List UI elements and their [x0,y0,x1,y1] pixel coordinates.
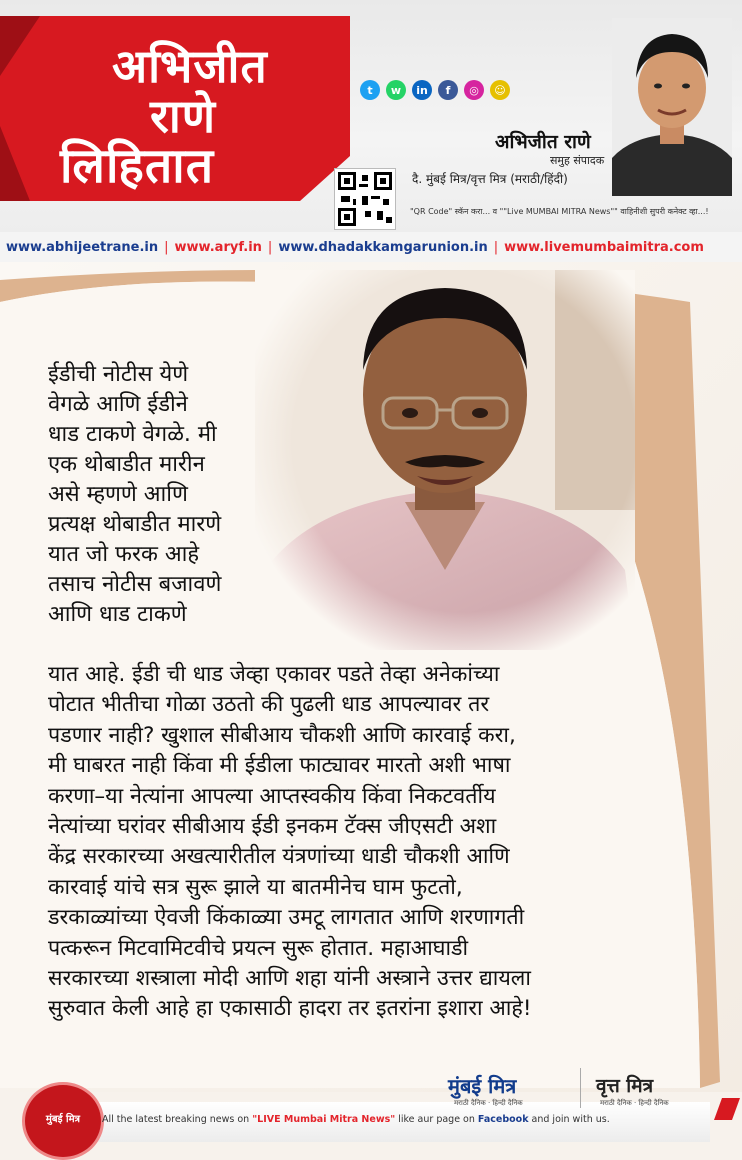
social-icons [360,80,510,100]
qr-note: "QR Code" स्कॅन करा... व ""Live MUMBAI MITRA News"" वाहिनीशी सुपरी कनेक्ट व्हा...! [410,207,709,216]
editor-publication: दै. मुंबई मित्र/वृत्त मित्र (मराठी/हिंदी) [412,172,568,186]
editor-name: अभिजीत राणे [495,131,591,153]
brand-vrutta-mitra: वृत्त मित्र [596,1075,654,1097]
brand-mumbai-mitra-subtitle: मराठी दैनिक · हिन्दी दैनिक [454,1099,523,1107]
whatsapp-icon[interactable]: w [386,80,406,100]
logo-badge-text: मुंबई मित्र [45,1114,81,1125]
article-text-body: यात आहे. ईडी ची धाड जेव्हा एकावर पडते तेव्हा अनेकांच्या पोटात भीतीचा गोळा उठतो की पुढली धाड आपल्यावर तर पडणार नाही? खुशाल सीबीआय चौकशी आणि कारवाई करा, मी घाबरत नाही किंवा मी ईडीला फाट्यावर मारतो अशी भाषा करणा–या नेत्यांना आपल्या आप्तस्वकीय किंवा निकटवर्तीय नेत्यांच्या घरांवर सीबीआय ईडी इनकम टॅक्स जीएसटी अशा केंद्र सरकारच्या अखत्यारीतील यंत्रणांच्या धाडी चौकशी आणि कारवाई यांचे सत्र सुरू झाले या बातमीनेच घाम फुटतो, डरकाळ्यांच्या ऐवजी किंकाळ्या उमटू लागतात आणि शरणागती पत्करून मिटवामिटवीचे प्रयत्न सुरू होतात. महाआघाडी सरकारच्या शस्त्राला मोदी आणि शहा यांनी अस्त्राने उत्तर द्यायला सुरुवात केली आहे हा एकासाठी हादरा तर इतरांना इशारा आहे! [48,662,532,1022]
brand-mumbai-mitra: मुंबई मित्र [448,1074,517,1098]
footer-tagline [102,1114,610,1125]
link-aryf[interactable]: www.aryf.in [174,239,262,255]
qr-code-icon[interactable] [334,168,396,230]
brand-vrutta-mitra-subtitle: मराठी दैनिक · हिन्दी दैनिक [600,1099,669,1107]
title-line-3: लिहितात [60,138,215,194]
title-line-1: अभिजीत [112,39,268,93]
tagline-channel[interactable]: "LIVE Mumbai Mitra News" [252,1114,396,1125]
instagram-icon[interactable]: ◎ [464,80,484,100]
facebook-icon[interactable]: f [438,80,458,100]
twitter-icon[interactable]: t [360,80,380,100]
link-dhadakkamgarunion[interactable]: www.dhadakkamgarunion.in [278,239,488,255]
link-livemumbaimitra[interactable]: www.livemumbaimitra.com [504,239,704,255]
tagline-post: and join with us. [528,1114,610,1125]
tagline-pre: All the latest breaking news on [102,1114,253,1125]
editor-role: समुह संपादक [550,154,605,167]
link-separator: | [493,239,499,255]
editor-avatar [612,18,732,196]
tagline-mid: like aur page on [395,1114,478,1125]
linkedin-icon[interactable]: in [412,80,432,100]
article-photo [255,270,635,650]
website-links-bar [0,232,742,262]
live-mumbai-mitra-logo[interactable] [22,1082,104,1160]
snapchat-icon[interactable]: ☺ [490,80,510,100]
header-banner [0,0,742,232]
brand-divider [580,1068,581,1108]
link-separator: | [164,239,169,255]
article-text-intro: ईडीची नोटीस येणे वेगळे आणि ईडीने धाड टाकणे वेगळे. मी एक थोबाडीत मारीन असे म्हणणे आणि प्रत्यक्ष थोबाडीत मारणे यात जो फरक आहे तसाच नोटीस बजावणे आणि धाड टाकणे [48,362,222,627]
tagline-facebook[interactable]: Facebook [477,1114,529,1125]
link-abhijeetrane[interactable]: www.abhijeetrane.in [6,239,159,255]
link-separator: | [267,239,273,255]
title-line-2: राणे [150,89,216,143]
